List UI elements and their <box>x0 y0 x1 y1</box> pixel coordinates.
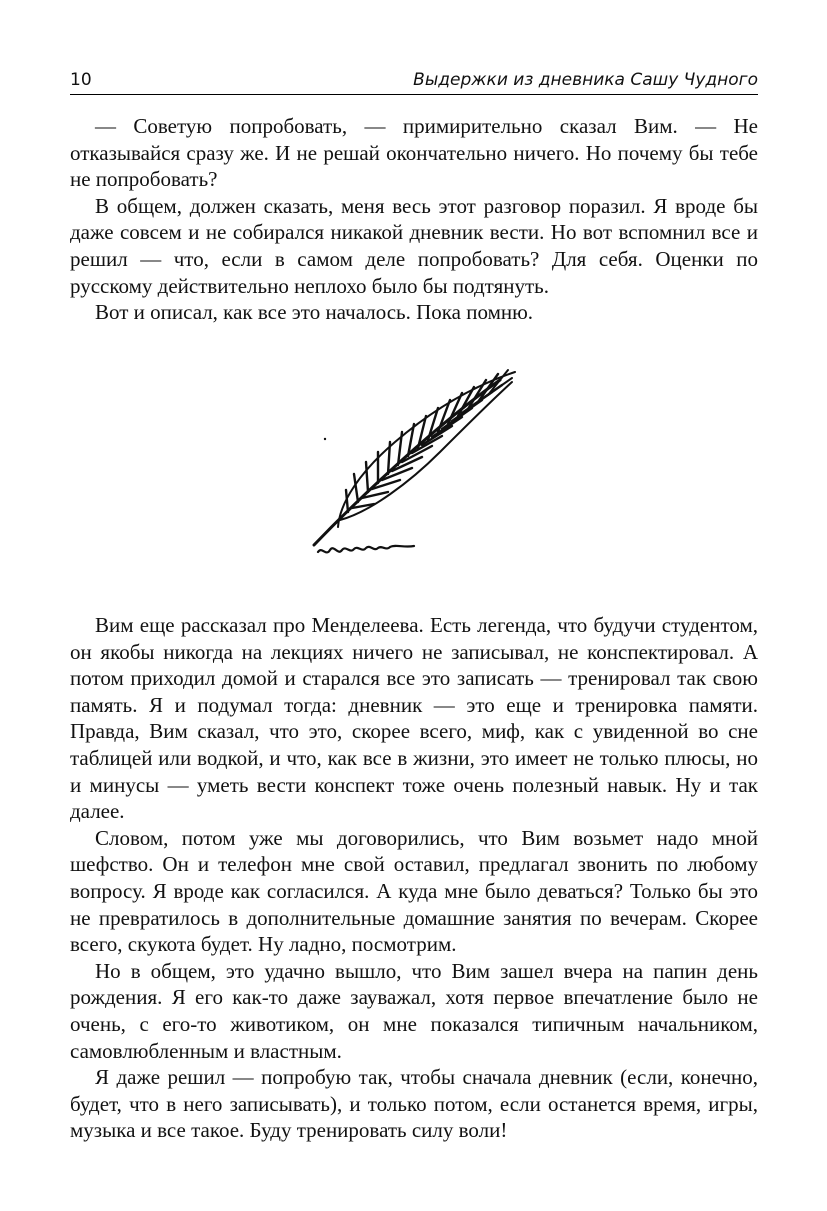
running-header <box>70 68 758 95</box>
paragraph: Я даже решил — попробую так, чтобы сначала дневник (если, конечно, будет, что в него записывать), и только потом, если останется время, игры, музыка и все такое. Буду тренировать силу воли! <box>70 1065 758 1143</box>
quill-feather-icon <box>300 362 530 562</box>
paragraph: В общем, должен сказать, меня весь этот разговор поразил. Я вроде бы даже совсем и не собирался никакой дневник вести. Но вот вспомнил все и решил — что, если в самом деле попробовать? Для себя. Оценки по русскому действительно неплохо было бы подтянуть. <box>70 193 758 298</box>
page-number: 10 <box>70 70 92 90</box>
paragraph: Словом, потом уже мы договорились, что Вим возьмет надо мной шефство. Он и телефон мне свой оставил, предлагал звонить по любому вопросу. Я вроде как согласился. А куда мне было деваться? Только бы это не превратилось в дополнительные домашние занятия по вечерам. Скорее всего, скукота будет. Ну ладно, посмотрим. <box>70 825 758 957</box>
paragraph: Но в общем, это удачно вышло, что Вим зашел вчера на папин день рождения. Я его как-то даже зауважал, хотя первое впечатление было не очень, с его-то животиком, он мне показался типичным начальником, самовлюбленным и властным. <box>70 958 758 1063</box>
running-title: Выдержки из дневника Сашу Чудного <box>413 70 758 90</box>
text-block-bottom <box>70 612 758 1144</box>
paragraph: Вот и описал, как все это началось. Пока помню. <box>95 300 534 325</box>
paragraph: — Советую попробовать, — примирительно сказал Вим. — Не отказывайся сразу же. И не решай окончательно ничего. Но почему бы тебе не попробовать? <box>70 114 758 192</box>
paragraph: Вим еще рассказал про Менделеева. Есть легенда, что будучи студентом, он якобы никогда на лекциях ничего не записывал, не конспектировал. А потом приходил домой и старался все это записать — тренировал так свою память. Я и подумал тогда: дневник — это еще и тренировка памяти. Правда, Вим сказал, что это, скорее всего, миф, как с увиденной во сне таблицей или водкой, и что, как все в жизни, это имеет не только плюсы, но и минусы — уметь вести конспект тоже очень полезный навык. Ну и так далее. <box>70 613 758 824</box>
text-block-top <box>70 113 758 326</box>
